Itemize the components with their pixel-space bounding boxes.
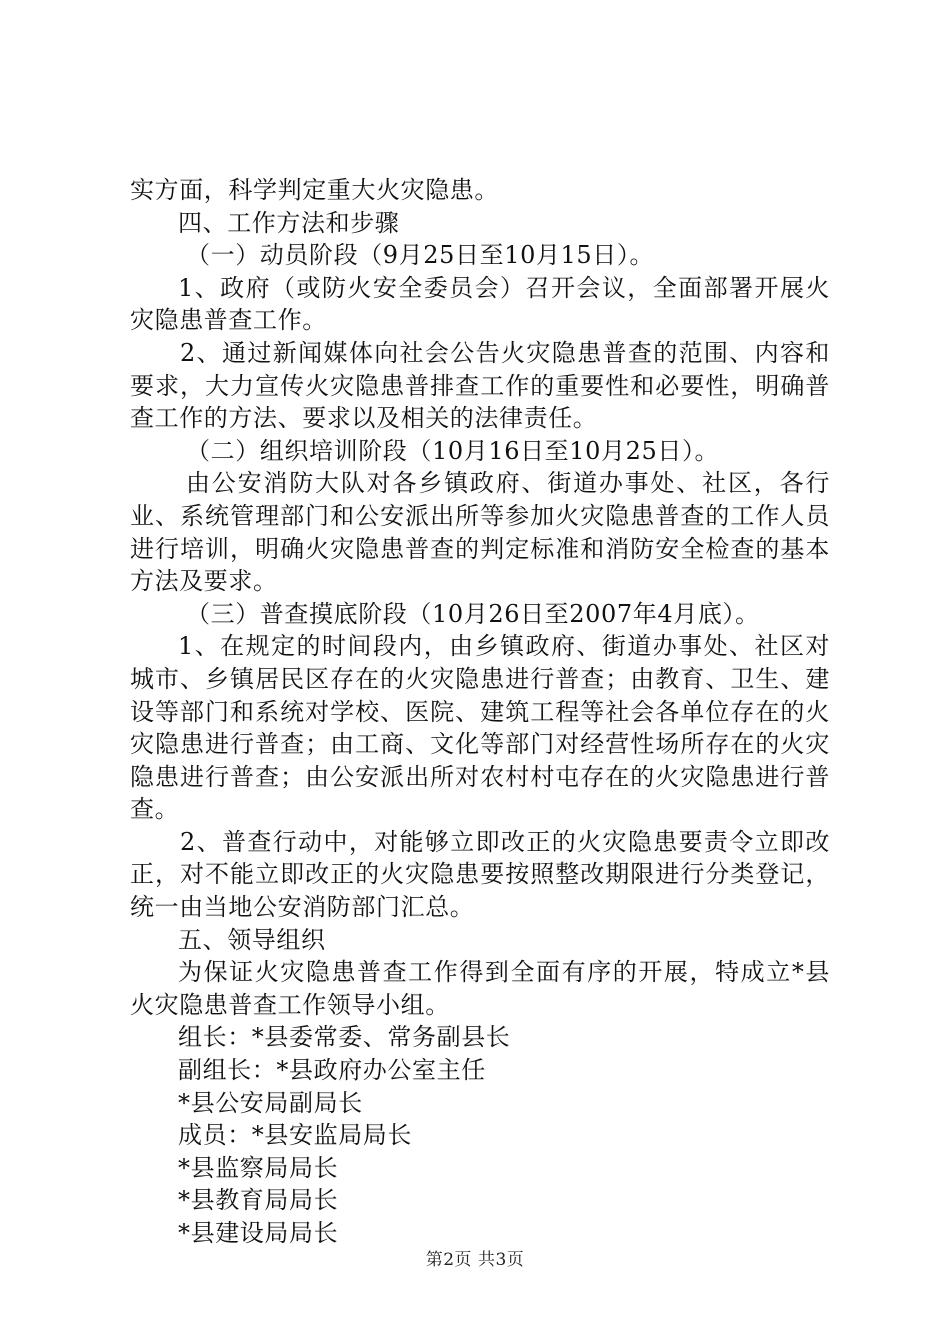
paragraph-survey-item-1: 1、在规定的时间段内，由乡镇政府、街道办事处、社区对城市、乡镇居民区存在的火灾隐患进行普查；由教育、卫生、建设等部门和系统对学校、医院、建筑工程等社会各单位存在的火灾隐患进行普查；由工商、文化等部门对经营性场所存在的火灾隐患进行普查；由公安派出所对农村村屯存在的火灾隐患进行普查。 [130, 632, 830, 824]
subsection-heading-training: （二）组织培训阶段（10月16日至10月25日）。 [186, 436, 720, 465]
page-number-footer: 第2页 共3页 [425, 1250, 525, 1270]
section-heading-4: 四、工作方法和步骤 [178, 208, 400, 237]
section-heading-5: 五、领导组织 [178, 925, 326, 954]
deputy-leader-line-2: *县公安局副局长 [178, 1088, 363, 1117]
paragraph-survey-item-2: 2、普查行动中，对能够立即改正的火灾隐患要责令立即改正，对不能立即改正的火灾隐患要按照整改期限进行分类登记，统一由当地公安消防部门汇总。 [130, 827, 830, 922]
paragraph-item-1: 1、政府（或防火安全委员会）召开会议，全面部署开展火灾隐患普查工作。 [130, 273, 830, 335]
paragraph-leadership: 为保证火灾隐患普查工作得到全面有序的开展，特成立*县火灾隐患普查工作领导小组。 [130, 958, 830, 1019]
document-body [130, 174, 830, 1250]
subsection-heading-mobilization: （一）动员阶段（9月25日至10月15日）。 [186, 241, 655, 270]
deputy-leader-line: 副组长：*县政府办公室主任 [178, 1056, 486, 1085]
member-line-2: *县监察局局长 [178, 1153, 339, 1182]
paragraph-item-2: 2、通过新闻媒体向社会公告火灾隐患普查的范围、内容和要求，大力宣传火灾隐患普排查工作的重要性和必要性，明确普查工作的方法、要求以及相关的法律责任。 [130, 338, 830, 433]
member-line-3: *县教育局局长 [178, 1186, 339, 1215]
paragraph-continuation: 实方面，科学判定重大火灾隐患。 [130, 176, 499, 204]
member-line: 成员：*县安监局局长 [178, 1121, 412, 1150]
paragraph-training: 由公安消防大队对各乡镇政府、街道办事处、社区，各行业、系统管理部门和公安派出所等参加火灾隐患普查的工作人员进行培训，明确火灾隐患普查的判定标准和消防安全检查的基本方法及要求。 [130, 469, 830, 596]
member-line-4: *县建设局局长 [178, 1219, 339, 1247]
subsection-heading-survey: （三）普查摸底阶段（10月26日至2007年4月底）。 [186, 599, 760, 628]
leader-line: 组长：*县委常委、常务副县长 [178, 1023, 511, 1052]
